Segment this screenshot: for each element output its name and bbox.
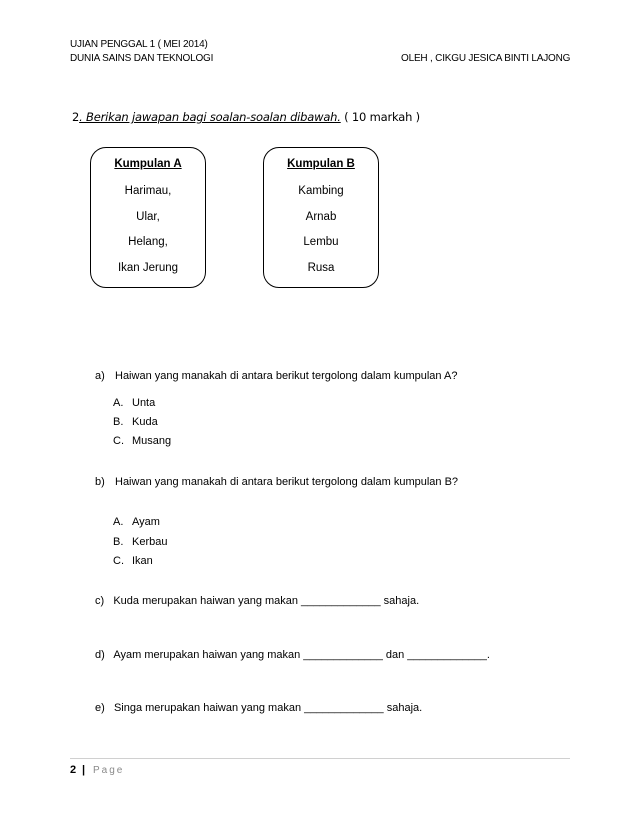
group-b-item: Lembu — [303, 236, 339, 248]
group-a-item: Ikan Jerung — [117, 262, 179, 274]
option-text: Ayam — [132, 516, 160, 528]
question-marks: ( 10 markah ) — [340, 110, 420, 124]
part-a-question: Haiwan yang manakah di antara berikut tergolong dalam kumpulan A? — [115, 370, 458, 382]
question-instruction: . Berikan jawapan bagi soalan-soalan dibawah. — [79, 110, 341, 124]
header-exam-title: UJIAN PENGGAL 1 ( MEI 2014) — [70, 39, 208, 50]
option-text: Kerbau — [132, 536, 168, 548]
question-title — [72, 110, 420, 124]
part-e-question: e) Singa merupakan haiwan yang makan _____________ sahaja. — [95, 702, 423, 714]
group-a-item: Ular, — [136, 211, 160, 223]
question-number: 2 — [72, 110, 80, 124]
part-a-label: a) — [95, 370, 105, 382]
header-author: OLEH , CIKGU JESICA BINTI LAJONG — [401, 53, 571, 64]
group-a-title: Kumpulan A — [114, 158, 182, 170]
option-label: C. — [113, 435, 124, 447]
option-label: A. — [113, 516, 124, 528]
option-text: Musang — [132, 435, 172, 447]
option-label: A. — [113, 397, 124, 409]
option-text: Kuda — [132, 416, 158, 428]
group-b-item: Kambing — [298, 185, 344, 197]
option-label: C. — [113, 555, 124, 567]
group-a-box — [90, 147, 206, 288]
group-b-item: Rusa — [307, 262, 335, 274]
part-b-question: Haiwan yang manakah di antara berikut tergolong dalam kumpulan B? — [115, 476, 459, 488]
part-d-question: d) Ayam merupakan haiwan yang makan _____________ dan _____________. — [95, 649, 490, 661]
part-c-question: c) Kuda merupakan haiwan yang makan _____________ sahaja. — [95, 595, 420, 607]
option-label: B. — [113, 416, 124, 428]
group-a-item: Helang, — [128, 236, 168, 248]
option-label: B. — [113, 536, 124, 548]
part-b-label: b) — [95, 476, 105, 488]
option-text: Unta — [132, 397, 156, 409]
page-word: Page — [93, 765, 125, 776]
footer-divider — [70, 758, 570, 759]
option-text: Ikan — [132, 555, 153, 567]
group-a-item: Harimau, — [124, 185, 172, 197]
page-number: 2 — [70, 764, 77, 776]
group-b-title: Kumpulan B — [287, 158, 355, 170]
group-b-item: Arnab — [305, 211, 337, 223]
header-subject: DUNIA SAINS DAN TEKNOLOGI — [70, 53, 214, 64]
page-separator: | — [82, 764, 86, 776]
group-b-box — [263, 147, 379, 288]
